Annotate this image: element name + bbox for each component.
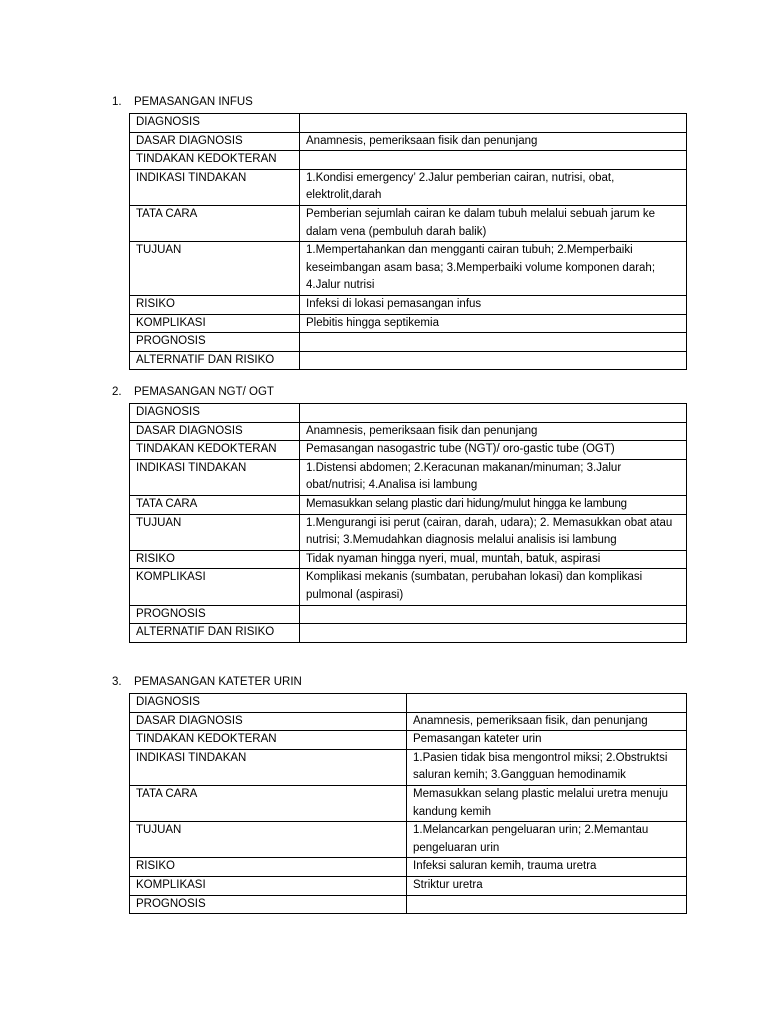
row-value xyxy=(300,151,687,170)
row-value: 1.Distensi abdomen; 2.Keracunan makanan/minuman; 3.Jalur obat/nutrisi; 4.Analisa isi lambung xyxy=(300,459,687,495)
row-value: 1.Mempertahankan dan mengganti cairan tubuh; 2.Memperbaiki keseimbangan asam basa; 3.Memperbaiki volume komponen darah; 4.Jalur nutrisi xyxy=(300,242,687,296)
table-row xyxy=(130,404,687,423)
table-row xyxy=(130,514,687,550)
row-label: DASAR DIAGNOSIS xyxy=(130,422,300,441)
table-row xyxy=(130,822,687,858)
section-title xyxy=(112,673,302,691)
table-row xyxy=(130,550,687,569)
table-row xyxy=(130,569,687,605)
row-label: TATA CARA xyxy=(130,205,300,241)
row-label: DASAR DIAGNOSIS xyxy=(130,132,300,151)
procedure-table xyxy=(129,693,687,914)
procedure-table xyxy=(129,113,687,370)
row-value: Tidak nyaman hingga nyeri, mual, muntah, batuk, aspirasi xyxy=(300,550,687,569)
row-label: TUJUAN xyxy=(130,822,407,858)
row-label: KOMPLIKASI xyxy=(130,314,300,333)
row-label: TINDAKAN KEDOKTERAN xyxy=(130,731,407,750)
row-value xyxy=(300,114,687,133)
row-value: Memasukkan selang plastic melalui uretra menuju kandung kemih xyxy=(407,785,687,821)
table-row xyxy=(130,749,687,785)
row-label: TATA CARA xyxy=(130,495,300,514)
table-row xyxy=(130,151,687,170)
row-value xyxy=(300,605,687,624)
row-label: DIAGNOSIS xyxy=(130,114,300,133)
table-row xyxy=(130,114,687,133)
row-value: Pemberian sejumlah cairan ke dalam tubuh melalui sebuah jarum ke dalam vena (pembuluh darah balik) xyxy=(300,205,687,241)
section-heading: PEMASANGAN NGT/ OGT xyxy=(134,386,274,398)
table-row xyxy=(130,895,687,914)
table-row xyxy=(130,242,687,296)
table-row xyxy=(130,712,687,731)
row-value: Anamnesis, pemeriksaan fisik, dan penunjang xyxy=(407,712,687,731)
row-label: TINDAKAN KEDOKTERAN xyxy=(130,151,300,170)
row-label: TUJUAN xyxy=(130,514,300,550)
table-row xyxy=(130,333,687,352)
row-label: PROGNOSIS xyxy=(130,333,300,352)
section-heading: PEMASANGAN KATETER URIN xyxy=(134,676,302,688)
table-row xyxy=(130,694,687,713)
row-value: 1.Melancarkan pengeluaran urin; 2.Memantau pengeluaran urin xyxy=(407,822,687,858)
row-label: TATA CARA xyxy=(130,785,407,821)
row-value: 1.Kondisi emergency’ 2.Jalur pemberian cairan, nutrisi, obat, elektrolit,darah xyxy=(300,169,687,205)
table-row xyxy=(130,441,687,460)
row-value: Anamnesis, pemeriksaan fisik dan penunjang xyxy=(300,132,687,151)
row-label: INDIKASI TINDAKAN xyxy=(130,749,407,785)
table-row xyxy=(130,205,687,241)
table-row xyxy=(130,422,687,441)
section-heading: PEMASANGAN INFUS xyxy=(134,96,253,108)
row-value: Pemasangan kateter urin xyxy=(407,731,687,750)
row-label: DIAGNOSIS xyxy=(130,694,407,713)
row-label: RISIKO xyxy=(130,295,300,314)
row-value: Memasukkan selang plastic dari hidung/mulut hingga ke lambung xyxy=(300,495,687,514)
table-row xyxy=(130,351,687,370)
row-label: DIAGNOSIS xyxy=(130,404,300,423)
table-row xyxy=(130,459,687,495)
row-label: RISIKO xyxy=(130,858,407,877)
row-value xyxy=(300,351,687,370)
section-number: 1. xyxy=(112,96,122,108)
section-title xyxy=(112,93,253,111)
table-row xyxy=(130,624,687,643)
row-value: Striktur uretra xyxy=(407,876,687,895)
row-value xyxy=(300,333,687,352)
row-value: 1.Pasien tidak bisa mengontrol miksi; 2.Obstruktsi saluran kemih; 3.Gangguan hemodinamik xyxy=(407,749,687,785)
row-label: TINDAKAN KEDOKTERAN xyxy=(130,441,300,460)
table-row xyxy=(130,169,687,205)
row-value: Plebitis hingga septikemia xyxy=(300,314,687,333)
row-value: Pemasangan nasogastric tube (NGT)/ oro-gastic tube (OGT) xyxy=(300,441,687,460)
table-row xyxy=(130,495,687,514)
row-value xyxy=(407,694,687,713)
table-row xyxy=(130,132,687,151)
table-row xyxy=(130,314,687,333)
row-value xyxy=(300,404,687,423)
row-label: PROGNOSIS xyxy=(130,605,300,624)
row-label: PROGNOSIS xyxy=(130,895,407,914)
row-value xyxy=(300,624,687,643)
table-row xyxy=(130,858,687,877)
table-row xyxy=(130,605,687,624)
row-value: Infeksi saluran kemih, trauma uretra xyxy=(407,858,687,877)
row-label: KOMPLIKASI xyxy=(130,569,300,605)
row-label: ALTERNATIF DAN RISIKO xyxy=(130,624,300,643)
row-label: DASAR DIAGNOSIS xyxy=(130,712,407,731)
section-number: 3. xyxy=(112,676,122,688)
table-row xyxy=(130,295,687,314)
row-label: INDIKASI TINDAKAN xyxy=(130,459,300,495)
table-row xyxy=(130,785,687,821)
row-value: Infeksi di lokasi pemasangan infus xyxy=(300,295,687,314)
row-value: Anamnesis, pemeriksaan fisik dan penunjang xyxy=(300,422,687,441)
row-value: 1.Mengurangi isi perut (cairan, darah, udara); 2. Memasukkan obat atau nutrisi; 3.Memudahkan diagnosis melalui analisis isi lambung xyxy=(300,514,687,550)
section-number: 2. xyxy=(112,386,122,398)
row-label: RISIKO xyxy=(130,550,300,569)
section-title xyxy=(112,383,274,401)
procedure-table xyxy=(129,403,687,643)
row-value: Komplikasi mekanis (sumbatan, perubahan lokasi) dan komplikasi pulmonal (aspirasi) xyxy=(300,569,687,605)
row-value xyxy=(407,895,687,914)
row-label: KOMPLIKASI xyxy=(130,876,407,895)
table-row xyxy=(130,876,687,895)
row-label: ALTERNATIF DAN RISIKO xyxy=(130,351,300,370)
table-row xyxy=(130,731,687,750)
row-label: TUJUAN xyxy=(130,242,300,296)
row-label: INDIKASI TINDAKAN xyxy=(130,169,300,205)
